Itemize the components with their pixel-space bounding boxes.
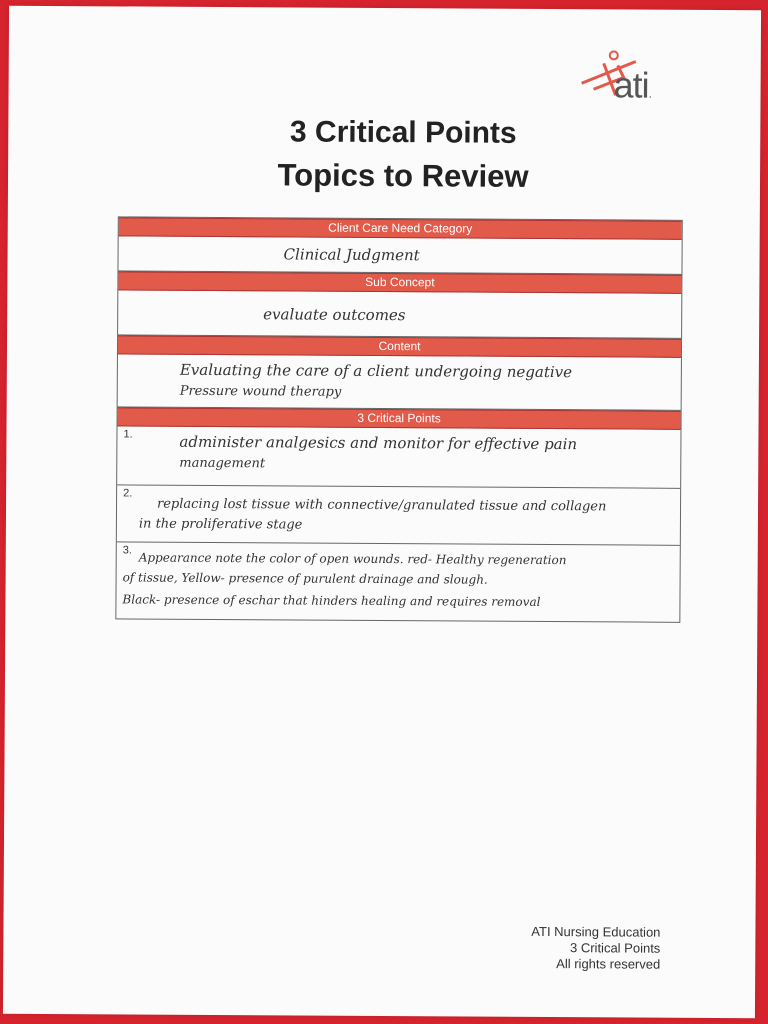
client-care-value: Clinical Judgment	[283, 245, 420, 265]
content-value-line1: Evaluating the care of a client undergoing negative	[179, 360, 573, 382]
review-table	[115, 216, 682, 622]
point-number: 2.	[123, 487, 133, 500]
sub-concept-value: evaluate outcomes	[263, 305, 406, 325]
page-subtitle: Topics to Review	[277, 157, 529, 194]
page-title: 3 Critical Points	[289, 115, 517, 150]
footer	[531, 924, 660, 973]
client-care-cell	[118, 236, 681, 274]
point-3-line2: of tissue, Yellow- presence of purulent drainage and slough.	[122, 570, 488, 587]
point-3-line3: Black- presence of eschar that hinders healing and requires removal	[122, 592, 541, 609]
point-2-line1: replacing lost tissue with connective/granulated tissue and collagen	[156, 496, 607, 515]
logo-wordmark: ati.	[613, 64, 651, 106]
content-header: Content	[118, 335, 681, 357]
critical-points-header: 3 Critical Points	[118, 407, 681, 429]
point-1-line2: management	[179, 455, 266, 472]
critical-point-2	[117, 485, 680, 545]
critical-point-3	[116, 542, 679, 621]
document-page	[3, 6, 761, 1019]
content-value-line2: Pressure wound therapy	[179, 383, 342, 400]
footer-line3: All rights reserved	[556, 956, 661, 972]
point-3-line1: Appearance note the color of open wounds. red- Healthy regeneration	[138, 550, 567, 568]
critical-point-1	[117, 426, 680, 488]
sub-concept-header: Sub Concept	[118, 271, 681, 293]
client-care-header: Client Care Need Category	[119, 217, 682, 239]
footer-line2: 3 Critical Points	[569, 940, 661, 956]
point-1-line1: administer analgesics and monitor for effective pain	[179, 432, 578, 454]
content-cell	[118, 354, 681, 410]
point-number: 1.	[123, 428, 133, 441]
sub-concept-cell	[118, 290, 681, 338]
footer-line1: ATI Nursing Education	[531, 923, 661, 940]
point-number: 3.	[122, 544, 132, 557]
point-2-line2: in the proliferative stage	[138, 516, 303, 533]
